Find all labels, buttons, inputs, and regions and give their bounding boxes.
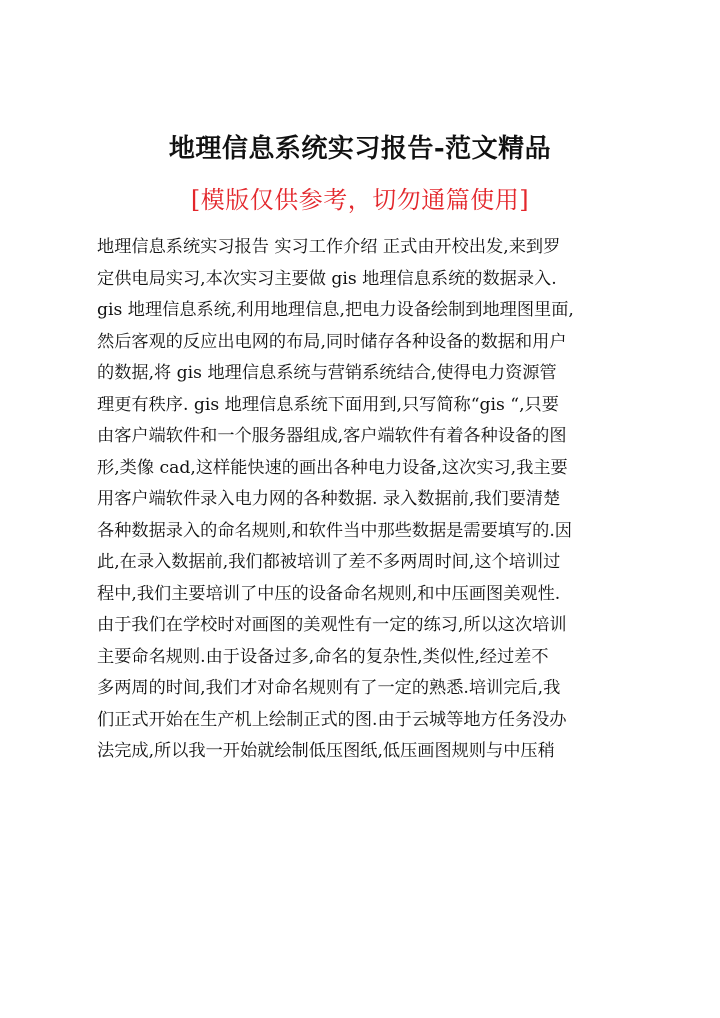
- document-title: 地理信息系统实习报告-范文精品: [168, 134, 552, 164]
- body-line: 们正式开始在生产机上绘制正式的图.由于云城等地方任务没办: [97, 709, 567, 730]
- body-line: 理更有秩序. gis 地理信息系统下面用到,只写简称“gis “,只要: [97, 394, 559, 415]
- body-line: 地理信息系统实习报告 实习工作介绍 正式由开校出发,来到罗: [97, 237, 561, 257]
- body-line: 法完成,所以我一开始就绘制低压图纸,低压画图规则与中压稍: [97, 741, 555, 761]
- body-line: 用客户端软件录入电力网的各种数据. 录入数据前,我们要清楚: [97, 489, 561, 509]
- body-text: [97, 232, 633, 768]
- body-line: 主要命名规则.由于设备过多,命名的复杂性,类似性,经过差不: [97, 646, 549, 667]
- body-line: 此,在录入数据前,我们都被培训了差不多两周时间,这个培训过: [97, 552, 561, 572]
- body-line: gis 地理信息系统,利用地理信息,把电力设备绘制到地理图里面,: [97, 300, 574, 320]
- body-line: 的数据,将 gis 地理信息系统与营销系统结合,使得电力资源管: [97, 363, 557, 383]
- body-line: 由于我们在学校时对画图的美观性有一定的练习,所以这次培训: [97, 615, 567, 635]
- body-line: 程中,我们主要培训了中压的设备命名规则,和中压画图美观性.: [97, 583, 561, 604]
- body-line: 各种数据录入的命名规则,和软件当中那些数据是需要填写的.因: [97, 520, 572, 541]
- body-line: 定供电局实习,本次实习主要做 gis 地理信息系统的数据录入.: [97, 268, 557, 289]
- body-line: 形,类像 cad,这样能快速的画出各种电力设备,这次实习,我主要: [97, 457, 568, 478]
- body-line: 多两周的时间,我们才对命名规则有了一定的熟悉.培训完后,我: [97, 678, 561, 698]
- template-notice: [模版仅供参考，切勿通篇使用]: [190, 186, 530, 214]
- body-line: 然后客观的反应出电网的布局,同时储存各种设备的数据和用户: [97, 331, 567, 352]
- body-line: 由客户端软件和一个服务器组成,客户端软件有着各种设备的图: [97, 426, 567, 446]
